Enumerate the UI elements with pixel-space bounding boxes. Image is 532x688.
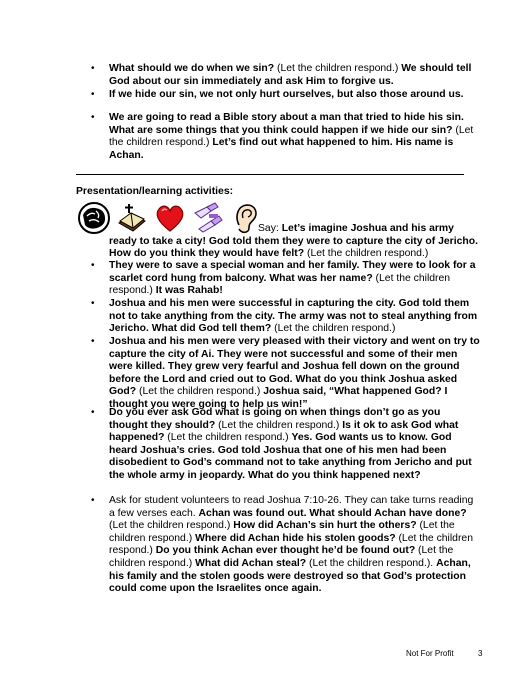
story-text: They were to save a special woman and her family. They were to look for a scarlet cord hung from balcony. What was her name?	[109, 260, 476, 284]
respond-note: (Let the children respond.)	[274, 63, 402, 74]
section-heading: Presentation/learning activities:	[76, 186, 234, 197]
say-text: Let’s imagine Joshua and his army ready to take a city! God told them they were to capture the city of Jericho. How do you think they would have felt?	[109, 223, 478, 260]
bullet-marker: •	[91, 89, 95, 100]
respond-note: (Let the children respond.).	[306, 557, 437, 569]
intro-answer: We should tell God about our sin immediately and ask Him to forgive us.	[109, 63, 472, 87]
respond-note: (Let the children respond.)	[109, 545, 454, 569]
bullet-marker: •	[91, 336, 95, 347]
intro-bullet-1	[109, 63, 481, 88]
story-bullet-3	[109, 336, 481, 412]
activity-question: Where did Achan hide his stolen goods?	[195, 532, 396, 544]
activity-question: How did Achan’s sin hurt the others?	[233, 520, 417, 532]
activity-instructions: Ask for student volunteers to read Joshua 7:10-26. They can take turns reading a few verses each.	[109, 495, 474, 519]
respond-note: (Let the children respond.)	[109, 520, 455, 544]
intro-answer: Let’s find out what happened to him. His name is Achan.	[109, 137, 454, 161]
intro-question: We are going to read a Bible story about a man that tried to hide his sin. What are some things that you think could happen if we hide our sin?	[109, 112, 464, 136]
story-text: Joshua and his men were successful in capturing the city. God told them not to take anything from the city. The army was not to steal anything from Jericho. What did God tell them?	[109, 298, 478, 335]
respond-note: (Let the children respond.)	[215, 419, 343, 431]
brain-icon	[77, 201, 111, 235]
story-answer: It was Rahab!	[155, 285, 223, 297]
story-answer: Yes. God wants us to know. God heard Joshua’s cries. God told Joshua that one of his men had been disobedient to God’s command not to take anything from Jericho and put the whole army in jeopardy. What do you think happened next?	[109, 432, 472, 481]
respond-note: (Let the children respond.)	[109, 520, 234, 532]
activity-question: What did Achan steal?	[195, 557, 307, 569]
page-number: 3	[478, 649, 483, 658]
story-bullet-2	[109, 298, 481, 336]
bullet-marker: •	[91, 407, 95, 418]
respond-note: (Let the children respond.)	[109, 272, 451, 297]
say-paragraph	[109, 223, 481, 261]
respond-note: (Let the children respond.)	[304, 248, 429, 260]
say-label: Say:	[258, 223, 282, 234]
reading-activity-bullet	[109, 495, 481, 596]
story-bullet-1	[109, 260, 481, 298]
activity-question: Achan was found out. What should Achan have done?	[198, 507, 467, 519]
story-answer: Joshua said, “What happened God? I thought you were going to help us win!”	[109, 386, 448, 410]
intro-bullet-3	[109, 112, 481, 162]
respond-note: (Let the children respond.)	[136, 386, 264, 398]
respond-note: (Let the children respond.)	[164, 432, 292, 444]
respond-note: (Let the children respond.)	[271, 323, 396, 335]
activity-conclusion: Achan, his family and the stolen goods were destroyed so that God’s protection could come upon the Israelites once again.	[109, 557, 471, 595]
section-divider	[76, 174, 464, 175]
intro-statement: If we hide our sin, we not only hurt ourselves, but also those around us.	[109, 89, 464, 100]
bullet-marker: •	[91, 112, 95, 123]
intro-bullet-2	[109, 89, 481, 102]
story-text: Joshua and his men were very pleased with their victory and went on try to capture the city of Ai. They were not successful and some of their men were killed. They grew very fearful and Joshua fell down on the ground before the Lord and cried out to God. What do you think Joshua asked God?	[109, 336, 480, 398]
intro-question: What should we do when we sin?	[109, 63, 275, 74]
respond-note: (Let the children respond.)	[109, 532, 473, 557]
bullet-marker: •	[91, 260, 95, 271]
story-question: Is it ok to ask God what happened?	[109, 419, 459, 444]
story-bullet-4	[109, 407, 481, 483]
bullet-marker: •	[91, 63, 95, 74]
respond-note: (Let the children respond.)	[109, 124, 474, 149]
footer-label: Not For Profit	[406, 649, 454, 658]
story-text: Do you ever ask God what is going on when things don’t go as you thought they should?	[109, 407, 441, 431]
bullet-marker: •	[91, 495, 95, 506]
activity-question: Do you think Achan ever thought he’d be found out?	[155, 545, 416, 557]
bullet-marker: •	[91, 298, 95, 309]
